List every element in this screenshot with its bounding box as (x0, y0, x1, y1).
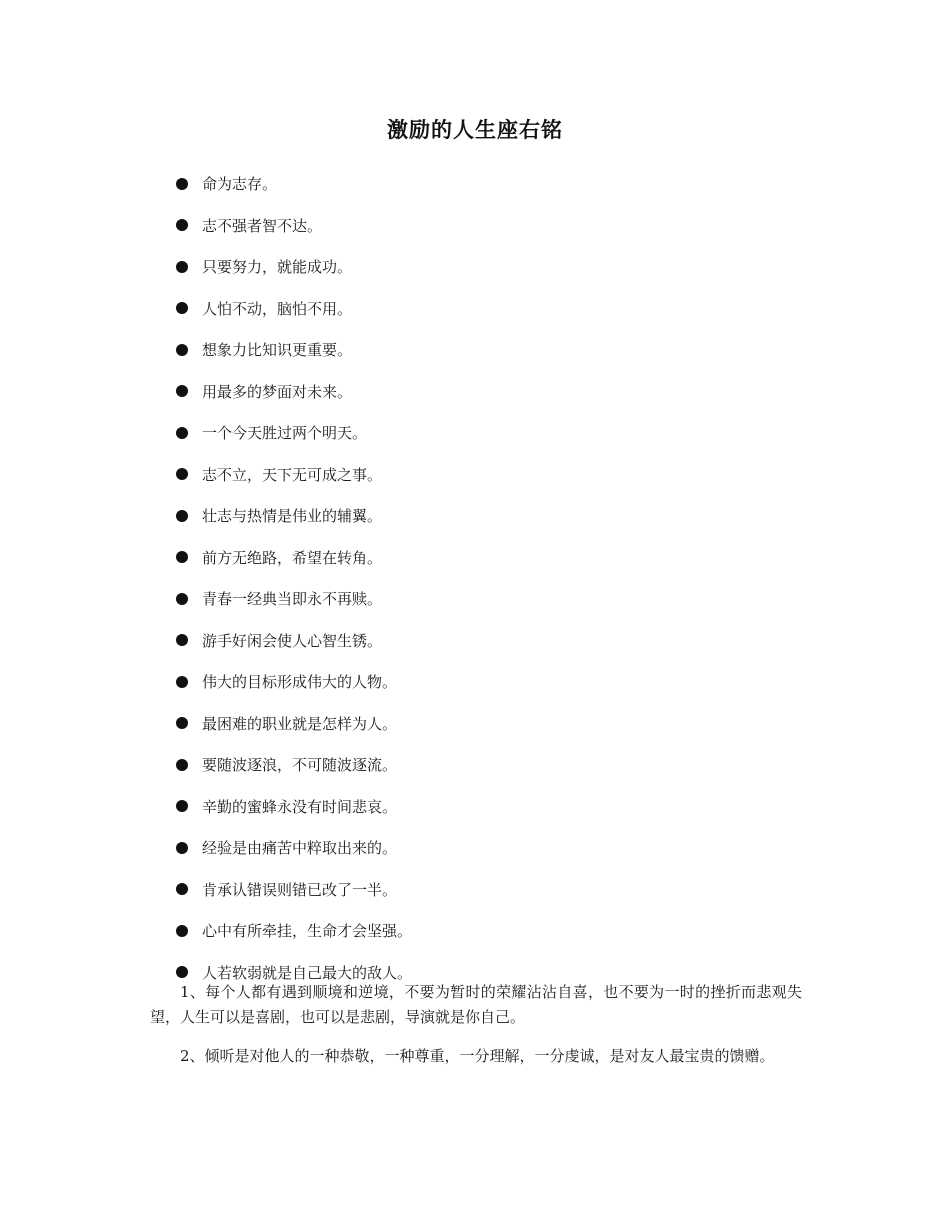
list-item (176, 910, 412, 952)
list-item (176, 703, 412, 745)
list-item-text: 人若软弱就是自己最大的敌人。 (202, 963, 413, 982)
bullet-icon (176, 468, 188, 480)
list-item (176, 163, 412, 205)
list-item-text: 壮志与热情是伟业的辅翼。 (202, 507, 383, 526)
list-item-text: 伟大的目标形成伟大的人物。 (202, 673, 398, 692)
list-item (176, 537, 412, 579)
list-item-text: 前方无绝路，希望在转角。 (202, 548, 383, 567)
bullet-icon (176, 925, 188, 937)
list-item (176, 620, 412, 662)
bullet-icon (176, 883, 188, 895)
list-item-text: 命为志存。 (202, 175, 278, 194)
list-item-text: 辛勤的蜜蜂永没有时间悲哀。 (202, 797, 398, 816)
list-item (176, 495, 412, 537)
list-item (176, 786, 412, 828)
bullet-icon (176, 302, 188, 314)
bullet-icon (176, 759, 188, 771)
bullet-icon (176, 261, 188, 273)
page-title: 激励的人生座右铭 (387, 118, 563, 142)
list-item (176, 246, 412, 288)
list-item-text: 只要努力，就能成功。 (202, 258, 353, 277)
list-item (176, 827, 412, 869)
list-item-text: 志不强者智不达。 (202, 216, 323, 235)
list-item-text: 要随波逐浪，不可随波逐流。 (202, 756, 398, 775)
list-item (176, 329, 412, 371)
bullet-icon (176, 676, 188, 688)
bullet-icon (176, 717, 188, 729)
list-item-text: 青春一经典当即永不再赎。 (202, 590, 383, 609)
bullet-icon (176, 593, 188, 605)
bullet-icon (176, 800, 188, 812)
bullet-icon (176, 966, 188, 978)
bullet-icon (176, 842, 188, 854)
bullet-icon (176, 219, 188, 231)
list-item-text: 最困难的职业就是怎样为人。 (202, 714, 398, 733)
list-item (176, 744, 412, 786)
paragraph-2: 2、倾听是对他人的一种恭敬，一种尊重，一分理解，一分虔诚，是对友人最宝贵的馈赠。 (180, 1047, 775, 1065)
list-item (176, 288, 412, 330)
list-item-text: 心中有所牵挂，生命才会坚强。 (202, 922, 413, 941)
bullet-icon (176, 178, 188, 190)
bullet-icon (176, 551, 188, 563)
bullet-icon (176, 344, 188, 356)
bullet-icon (176, 385, 188, 397)
list-item-text: 肯承认错误则错已改了一半。 (202, 880, 398, 899)
list-item-text: 一个今天胜过两个明天。 (202, 424, 368, 443)
list-item (176, 205, 412, 247)
bullet-icon (176, 427, 188, 439)
paragraph-1: 1、每个人都有遇到顺境和逆境，不要为暂时的荣耀沾沾自喜，也不要为一时的挫折而悲观失望，人生可以是喜剧，也可以是悲剧，导演就是你自己。 (150, 983, 802, 1026)
list-item (176, 661, 412, 703)
list-item-text: 想象力比知识更重要。 (202, 341, 353, 360)
list-item (176, 412, 412, 454)
list-item (176, 578, 412, 620)
list-item-text: 用最多的梦面对未来。 (202, 382, 353, 401)
list-item-text: 志不立，天下无可成之事。 (202, 465, 383, 484)
list-item (176, 869, 412, 911)
list-item-text: 游手好闲会使人心智生锈。 (202, 631, 383, 650)
motto-list (176, 163, 412, 993)
bullet-icon (176, 634, 188, 646)
list-item-text: 经验是由痛苦中粹取出来的。 (202, 839, 398, 858)
list-item (176, 371, 412, 413)
bullet-icon (176, 510, 188, 522)
list-item (176, 454, 412, 496)
list-item-text: 人怕不动，脑怕不用。 (202, 299, 353, 318)
